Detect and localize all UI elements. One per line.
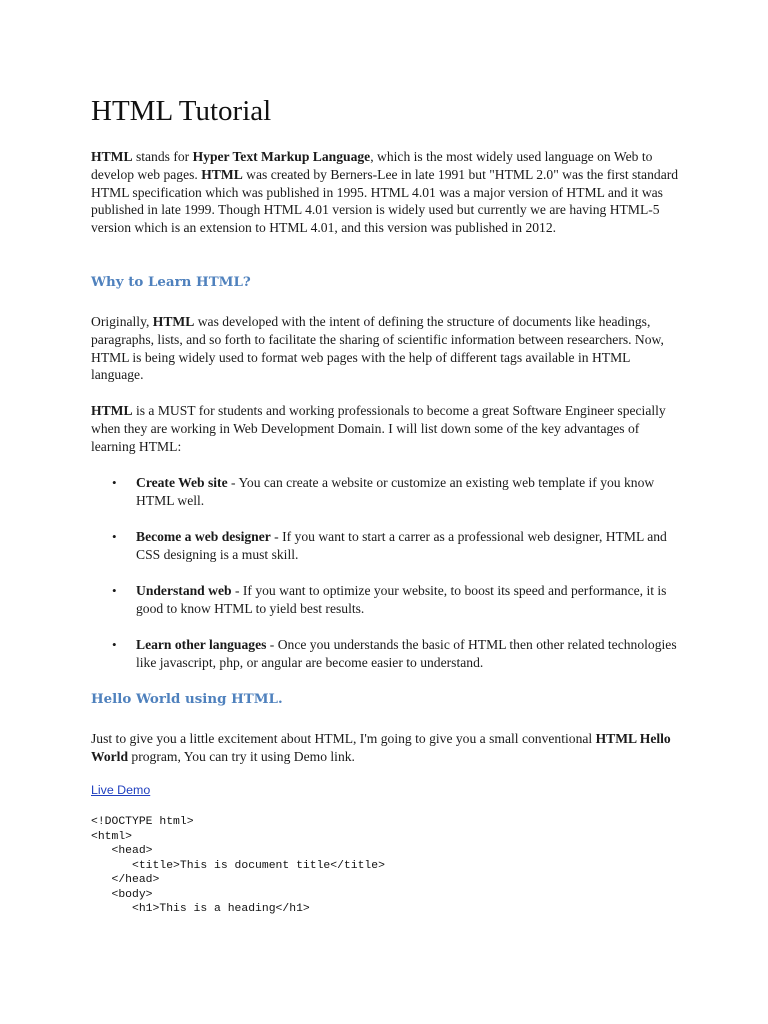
bold-run: HTML: [152, 314, 195, 329]
advantage-term: Become a web designer: [136, 528, 271, 544]
hello-world-heading: Hello World using HTML.: [91, 691, 283, 707]
code-line: <body>: [91, 888, 153, 901]
advantage-description: - You can create a website or customize an existing web template if you know HTML well.: [136, 475, 655, 508]
advantage-term: Understand web: [136, 582, 232, 598]
text-run: was created by Berners-Lee in late 1991 but "HTML 2.0" was the first standard HTML specification which was published in 1995. HTML 4.01 was a major version of HTML and it was published in late 1999. Though HTML 4.01 version is widely used but currently we are having HTML-5 version which is an extension to HTML 4.01, and this version was published in 2012.: [91, 166, 679, 236]
text-run: Originally,: [91, 314, 153, 329]
code-line: <h1>This is a heading</h1>: [91, 903, 310, 915]
advantage-term: Learn other languages: [136, 636, 267, 652]
why-learn-paragraph-2: [91, 402, 683, 455]
advantage-description: - Once you understands the basic of HTML then other related technologies like javascript, php, or angular are become easier to understand.: [136, 636, 677, 670]
bold-run: HTML: [201, 166, 243, 182]
live-demo-link[interactable]: Live Demo: [91, 783, 151, 797]
text-run: program, You can try it using Demo link.: [128, 748, 355, 764]
list-item: [91, 528, 691, 564]
code-line: <html>: [91, 830, 133, 843]
list-item: [91, 636, 691, 672]
bold-run: HTML Hello World: [91, 731, 671, 764]
list-item: [91, 582, 691, 618]
code-block: [91, 815, 385, 917]
hello-world-paragraph: [91, 730, 683, 766]
text-run: is a MUST for students and working professionals to become a great Software Engineer specially when they are working in Web Development Domain. I will list down some of the key advantages of learning HTML:: [91, 403, 666, 454]
code-line: </head>: [91, 874, 160, 886]
bullet-icon: •: [112, 528, 117, 544]
page-title: HTML Tutorial: [91, 95, 272, 127]
list-item: [91, 474, 691, 510]
advantage-description: - If you want to start a carrer as a professional web designer, HTML and CSS designing is a must skill.: [136, 528, 667, 562]
code-line: <head>: [91, 845, 153, 857]
advantage-term: Create Web site: [136, 475, 228, 490]
bold-run: HTML: [91, 403, 133, 418]
text-run: was developed with the intent of defining the structure of documents like headings, paragraphs, lists, and so forth to facilitate the sharing of scientific information between researchers. Now, HTML is being widely used to format web pages with the help of different tags available in HTML language.: [91, 314, 664, 383]
advantage-description: - If you want to optimize your website, to boost its speed and performance, it is good to know HTML to yield best results.: [136, 582, 667, 616]
why-learn-heading: Why to Learn HTML?: [91, 274, 251, 290]
bold-run: Hyper Text Markup Language: [192, 149, 371, 164]
bullet-icon: •: [112, 475, 117, 490]
intro-paragraph: [91, 148, 683, 237]
code-line: <!DOCTYPE html>: [91, 816, 194, 828]
bullet-icon: •: [112, 636, 117, 652]
text-run: , which is the most widely used language on Web to develop web pages.: [91, 149, 653, 182]
bullet-icon: •: [112, 582, 117, 598]
advantages-list: [91, 474, 691, 690]
text-run: stands for: [132, 149, 193, 164]
text-run: Just to give you a little excitement about HTML, I'm going to give you a small conventional: [91, 731, 596, 746]
bold-run: HTML: [91, 149, 133, 164]
why-learn-paragraph-1: [91, 313, 683, 384]
code-line: <title>This is document title</title>: [91, 859, 385, 872]
